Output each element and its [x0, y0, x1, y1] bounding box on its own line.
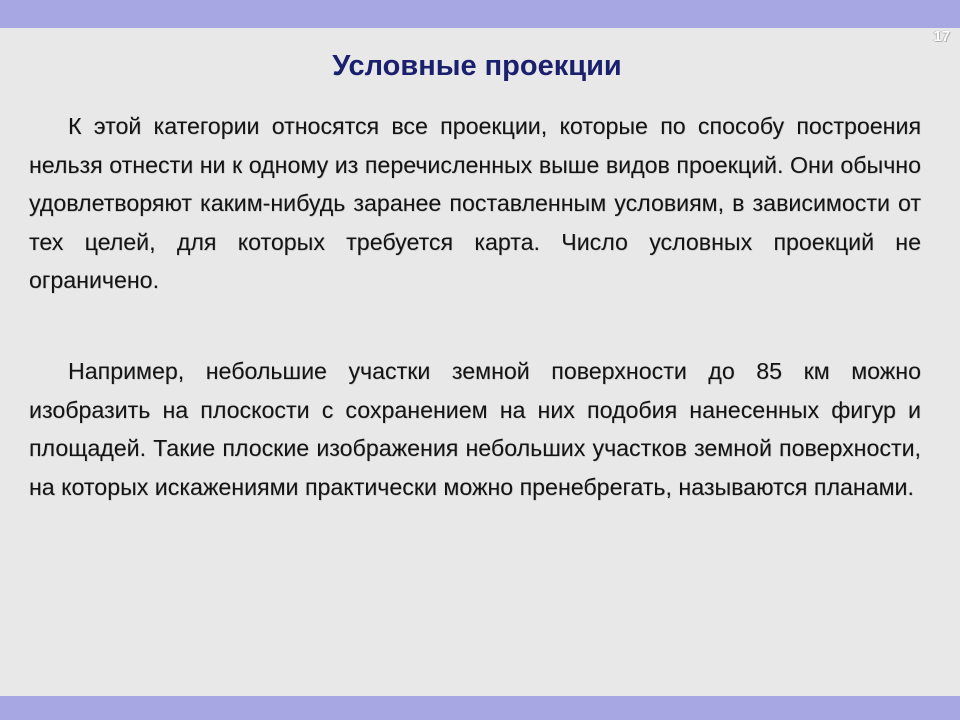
paragraph-conditional-projections: К этой категории относятся все проекции, которые по способу построения нельзя отнести ни к одному из перечисленных выше видов проекций. Они обычно удовлетворяют каким-нибудь заранее поставленным условиям, в зависимости от тех целей, для которых требуется карта. Число условных проекций не ограничено.	[29, 113, 921, 294]
paragraph-plans: Например, небольшие участки земной поверхности до 85 км можно изобразить на плоскости с сохранением на них подобия нанесенных фигур и площадей. Такие плоские изображения небольших участков земной поверхности, на которых искажениями практически можно пренебрегать, называются планами.	[29, 358, 921, 500]
slide-number: 17	[933, 28, 950, 45]
slide-title: Условные проекции	[332, 50, 622, 82]
top-band	[0, 0, 960, 28]
bottom-band	[0, 696, 960, 720]
